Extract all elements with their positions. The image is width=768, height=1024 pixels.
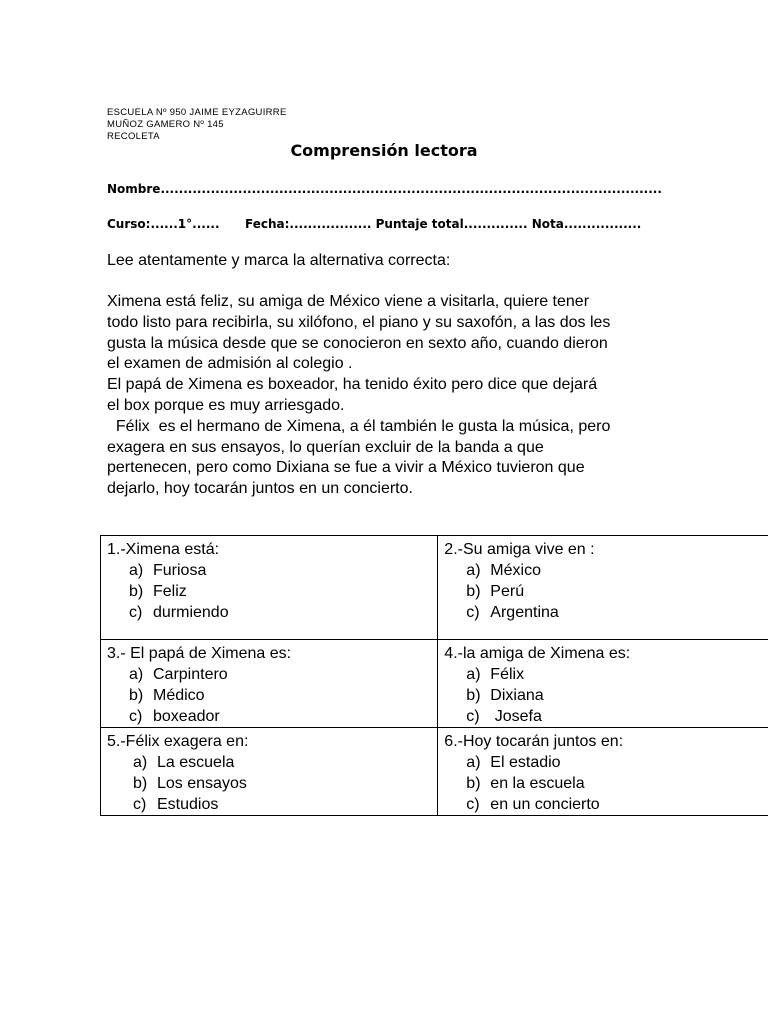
fecha-field: Fecha:.................. Puntaje total.............. Nota................. <box>245 217 642 231</box>
option-c[interactable] <box>444 706 768 727</box>
option-text: Furiosa <box>153 562 207 579</box>
option-letter: c) <box>466 796 480 813</box>
passage-line: Ximena está feliz, su amiga de México viene a visitarla, quiere tener <box>107 293 590 310</box>
option-text: Félix <box>490 666 525 683</box>
question-text: 5.-Félix exagera en: <box>107 733 249 750</box>
option-b[interactable] <box>444 581 768 602</box>
option-letter: a) <box>129 666 144 683</box>
option-text: México <box>490 562 541 579</box>
question-text: 3.- El papá de Ximena es: <box>107 645 292 662</box>
passage-line: El papá de Ximena es boxeador, ha tenido éxito pero dice que dejará <box>107 376 598 394</box>
passage-line: el examen de admisión al colegio . <box>107 355 353 373</box>
option-text: El estadio <box>490 754 561 771</box>
school-commune: RECOLETA <box>107 131 160 142</box>
option-text: en la escuela <box>490 775 585 792</box>
question-6 <box>438 728 768 816</box>
option-c[interactable] <box>107 794 437 815</box>
curso-field: Curso:......1°...... <box>107 217 220 231</box>
option-text: Feliz <box>153 583 187 600</box>
option-letter: b) <box>466 687 481 704</box>
option-c[interactable] <box>444 794 768 815</box>
option-a[interactable] <box>107 752 437 773</box>
page-title: Comprensión lectora <box>290 141 478 160</box>
option-a[interactable] <box>107 664 437 685</box>
option-b[interactable] <box>444 773 768 794</box>
option-letter: a) <box>466 666 481 683</box>
passage-line: todo listo para recibirla, su xilófono, el piano y su saxofón, a las dos les <box>107 313 611 331</box>
passage-line: gusta la música desde que se conocieron en sexto año, cuando dieron <box>107 334 608 352</box>
option-text: Perú <box>490 583 525 600</box>
question-3 <box>101 640 438 728</box>
question-row <box>101 640 768 728</box>
passage-line: dejarlo, hoy tocarán juntos en un concierto. <box>107 480 413 498</box>
question-text: 6.-Hoy tocarán juntos en: <box>444 733 624 750</box>
option-text: Los ensayos <box>157 775 247 792</box>
option-text: Médico <box>153 687 205 704</box>
option-letter: c) <box>466 708 480 725</box>
instruction-text: Lee atentamente y marca la alternativa correcta: <box>107 252 451 269</box>
option-text: Carpintero <box>153 666 228 683</box>
passage-line: pertenecen, pero como Dixiana se fue a vivir a México tuvieron que <box>107 459 585 477</box>
option-c[interactable] <box>107 602 437 623</box>
option-text: La escuela <box>157 754 235 771</box>
reading-passage <box>107 292 707 500</box>
school-name: ESCUELA Nº 950 JAIME EYZAGUIRRE <box>107 107 287 118</box>
option-text: Estudios <box>157 796 219 813</box>
option-letter: b) <box>129 687 144 704</box>
option-a[interactable] <box>444 560 768 581</box>
option-a[interactable] <box>444 752 768 773</box>
option-text: en un concierto <box>490 796 600 813</box>
school-address: MUÑOZ GAMERO Nº 145 <box>107 119 224 130</box>
passage-line: Félix es el hermano de Ximena, a él también le gusta la música, pero <box>107 417 611 435</box>
option-letter: b) <box>466 775 481 792</box>
question-text: 2.-Su amiga vive en : <box>444 541 595 558</box>
passage-line: exagera en sus ensayos, lo querían excluir de la banda a que <box>107 438 544 456</box>
option-letter: b) <box>466 583 481 600</box>
question-text: 4.-la amiga de Ximena es: <box>444 645 631 662</box>
option-text: boxeador <box>153 708 220 725</box>
option-b[interactable] <box>107 773 437 794</box>
option-letter: a) <box>466 562 481 579</box>
question-4 <box>438 640 768 728</box>
option-text: Argentina <box>490 604 559 621</box>
nombre-field: Nombre.............................................................................................................. <box>107 182 662 196</box>
option-c[interactable] <box>444 602 768 623</box>
option-letter: c) <box>133 796 147 813</box>
passage-line: el box porque es muy arriesgado. <box>107 396 345 414</box>
option-letter: c) <box>466 604 480 621</box>
option-letter: a) <box>129 562 144 579</box>
option-a[interactable] <box>107 560 437 581</box>
question-5 <box>101 728 438 816</box>
option-b[interactable] <box>444 685 768 706</box>
option-letter: b) <box>133 775 148 792</box>
option-b[interactable] <box>107 581 437 602</box>
question-1 <box>101 536 438 640</box>
question-2 <box>438 536 768 640</box>
option-letter: c) <box>129 708 143 725</box>
option-text: Josefa <box>490 708 542 725</box>
option-text: Dixiana <box>490 687 544 704</box>
option-a[interactable] <box>444 664 768 685</box>
option-letter: a) <box>133 754 148 771</box>
question-text: 1.-Ximena está: <box>107 541 220 558</box>
question-row <box>101 536 768 640</box>
option-c[interactable] <box>107 706 437 727</box>
option-b[interactable] <box>107 685 437 706</box>
option-letter: a) <box>466 754 481 771</box>
option-letter: c) <box>129 604 143 621</box>
questions-table <box>100 535 768 816</box>
option-text: durmiendo <box>153 604 229 621</box>
question-row <box>101 728 768 816</box>
option-letter: b) <box>129 583 144 600</box>
